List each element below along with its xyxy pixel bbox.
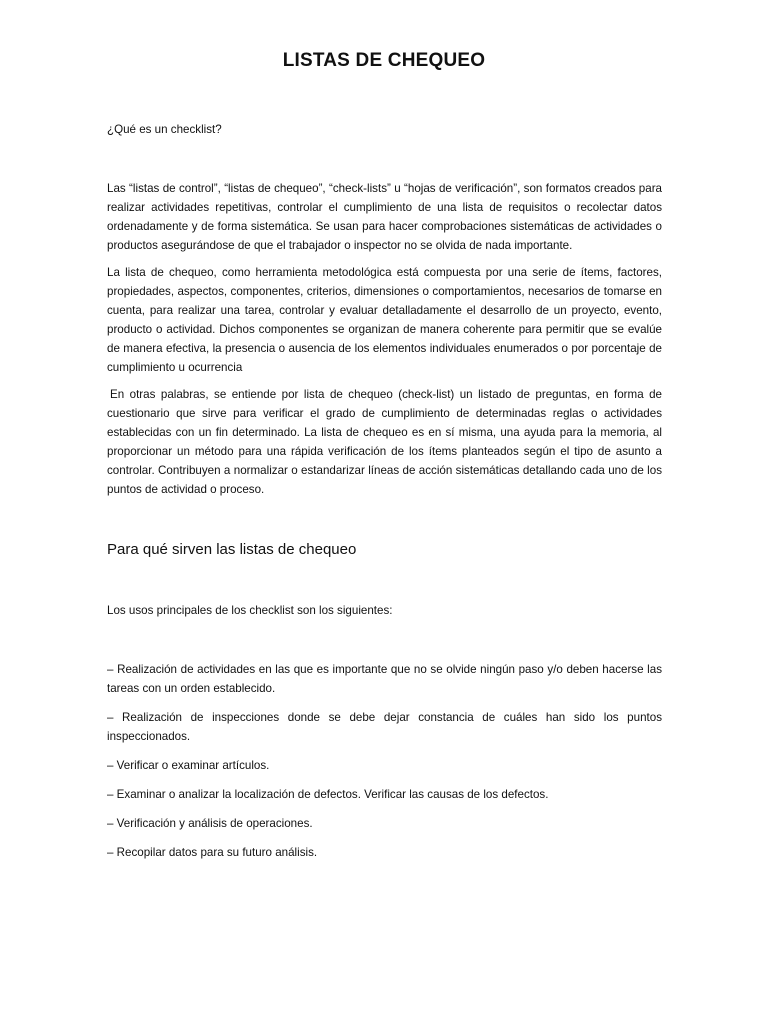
list-item: – Recopilar datos para su futuro análisis. (107, 846, 318, 859)
list-item: – Verificación y análisis de operaciones. (107, 817, 313, 830)
paragraph-methodology: La lista de chequeo, como herramienta metodológica está compuesta por una serie de ítems, factores, propiedades, aspectos, componentes, criterios, dimensiones o comportamientos, necesarios de tomarse en cuenta, para realizar una tarea, controlar y evaluar detalladamente el desarrollo de un proyecto, evento, producto o actividad. Dichos componentes se organizan de manera coherente para permitir que se evalúe de manera efectiva, la presencia o ausencia de los elementos individuales enumerados o por porcentaje de cumplimiento u ocurrencia (107, 266, 662, 374)
uses-intro: Los usos principales de los checklist son los siguientes: (107, 604, 393, 617)
list-item: – Examinar o analizar la localización de defectos. Verificar las causas de los defectos. (107, 788, 549, 801)
page-title: LISTAS DE CHEQUEO (282, 50, 486, 71)
list-item: – Verificar o examinar artículos. (107, 759, 270, 772)
list-item: – Realización de inspecciones donde se debe dejar constancia de cuáles han sido los puntos inspeccionados. (107, 711, 662, 743)
list-item: – Realización de actividades en las que es importante que no se olvide ningún paso y/o deben hacerse las tareas con un orden establecido. (107, 663, 662, 695)
question-heading: ¿Qué es un checklist? (107, 123, 222, 136)
section-heading: Para qué sirven las listas de chequeo (107, 541, 357, 558)
document-body (107, 120, 662, 872)
uses-list (107, 660, 662, 862)
paragraph-other-words: En otras palabras, se entiende por lista de chequeo (check-list) un listado de preguntas, en forma de cuestionario que sirve para verificar el grado de cumplimiento de determinadas reglas o actividades establecidas con un fin determinado. La lista de chequeo es en sí misma, una ayuda para la memoria, al proporcionar un método para una rápida verificación de los ítems planteados según el tipo de asunto a controlar. Contribuyen a normalizar o estandarizar líneas de acción sistemáticas detallando cada uno de los puntos de actividad o proceso. (107, 388, 662, 496)
paragraph-definition: Las “listas de control”, “listas de chequeo”, “check-lists” u “hojas de verificación”, son formatos creados para realizar actividades repetitivas, controlar el cumplimiento de una lista de requisitos o recolectar datos ordenadamente y de forma sistemática. Se usan para hacer comprobaciones sistemáticas de actividades o productos asegurándose de que el trabajador o inspector no se olvida de nada importante. (107, 182, 662, 252)
